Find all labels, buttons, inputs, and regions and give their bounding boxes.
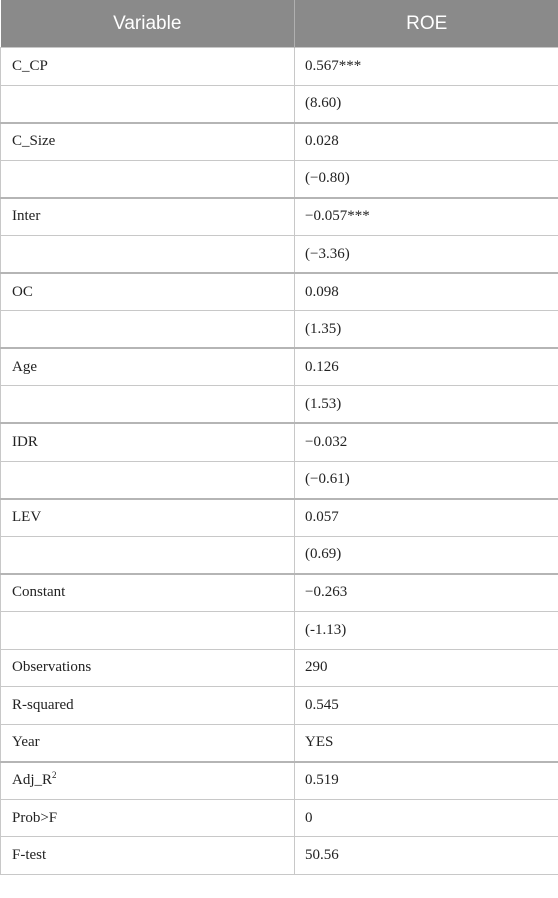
variable-cell: Constant [1,574,295,612]
table-row [1,762,558,800]
table-row [1,649,558,687]
variable-cell: LEV [1,499,295,537]
variable-cell [1,85,295,123]
roe-cell: (8.60) [295,85,558,123]
variable-cell [1,311,295,349]
adj-r-label: Adj_R [12,772,53,789]
roe-cell: YES [295,724,558,762]
variable-cell: Age [1,348,295,386]
variable-cell: F-test [1,837,295,875]
roe-cell: 0.126 [295,348,558,386]
roe-cell: −0.032 [295,423,558,461]
roe-cell: 0 [295,799,558,837]
roe-cell: (1.53) [295,386,558,424]
variable-cell: OC [1,273,295,311]
variable-cell: Observations [1,649,295,687]
variable-cell [1,386,295,424]
roe-cell: (−0.80) [295,160,558,198]
table-row [1,499,558,537]
roe-cell: 0.519 [295,762,558,800]
table-row [1,799,558,837]
table-row [1,235,558,273]
table-row [1,574,558,612]
roe-cell: −0.057*** [295,198,558,236]
roe-cell: 0.567*** [295,48,558,86]
variable-cell [1,611,295,649]
table-row [1,461,558,499]
variable-cell: R-squared [1,687,295,725]
table-row [1,386,558,424]
variable-cell: Prob>F [1,799,295,837]
table-row [1,123,558,161]
variable-cell [1,461,295,499]
roe-cell: (−0.61) [295,461,558,499]
roe-cell: 50.56 [295,837,558,875]
roe-cell: (1.35) [295,311,558,349]
roe-cell: (0.69) [295,536,558,574]
variable-cell: C_CP [1,48,295,86]
table-row [1,348,558,386]
superscript-two: 2 [52,770,57,781]
roe-cell: (−3.36) [295,235,558,273]
roe-cell: (-1.13) [295,611,558,649]
header-row [1,0,558,48]
roe-cell: 0.028 [295,123,558,161]
header-variable: Variable [1,0,295,48]
table-row [1,198,558,236]
table-row [1,273,558,311]
variable-cell: Year [1,724,295,762]
table-row [1,837,558,875]
variable-cell: IDR [1,423,295,461]
variable-cell [1,160,295,198]
table-row [1,724,558,762]
roe-cell: −0.263 [295,574,558,612]
table-row [1,48,558,86]
variable-cell [1,235,295,273]
variable-cell [1,536,295,574]
roe-cell: 0.057 [295,499,558,537]
variable-cell [1,762,295,800]
table-row [1,423,558,461]
table-row [1,611,558,649]
table-row [1,85,558,123]
table-row [1,311,558,349]
variable-cell: Inter [1,198,295,236]
header-roe: ROE [295,0,558,48]
roe-cell: 0.545 [295,687,558,725]
table-row [1,687,558,725]
table-row [1,536,558,574]
roe-cell: 290 [295,649,558,687]
variable-cell: C_Size [1,123,295,161]
table-row [1,160,558,198]
roe-cell: 0.098 [295,273,558,311]
